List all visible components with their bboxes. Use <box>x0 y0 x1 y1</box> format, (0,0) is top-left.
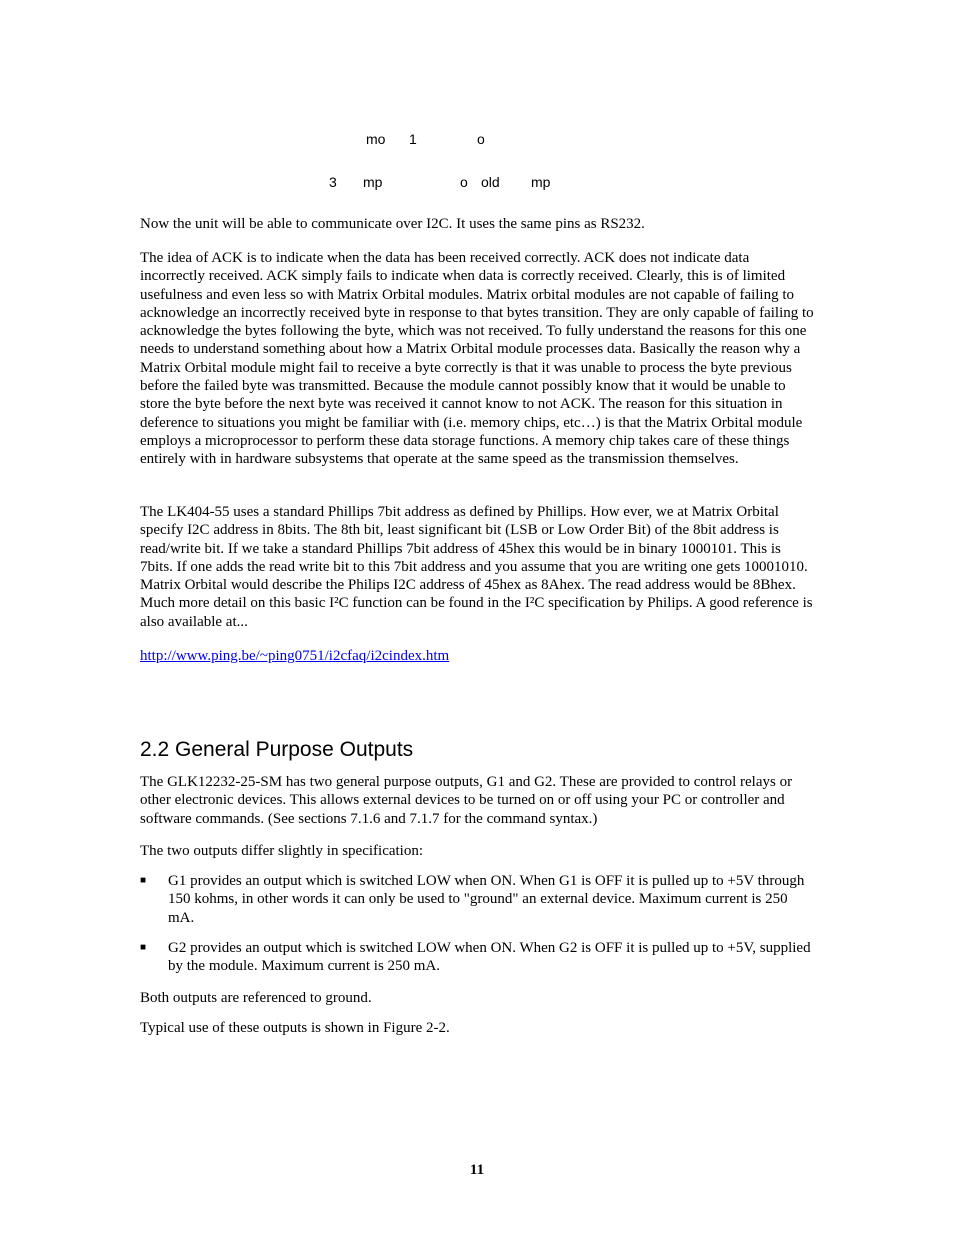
paragraph-ground: Both outputs are referenced to ground. <box>140 990 372 1006</box>
fragment-text: 1 <box>409 131 417 147</box>
fragment-text: 3 <box>329 174 337 190</box>
page-number: 11 <box>469 1162 485 1178</box>
paragraph-address: The LK404-55 uses a standard Phillips 7bit address as defined by Phillips. How ever, we at Matrix Orbital specify I2C address in 8bits. The 8th bit, least significant bit (LSB or Low Order Bit) of the 8bit address is read/write bit. If we take a standard Phillips 7bit address of 45hex this would be in binary 1000101. This is 7bits. If one adds the read write bit to this 7bit address and you assume that you are writing one gets 10001010. Matrix Orbital would describe the Philips I2C address of 45hex as 8Ahex. The read address would be 8Bhex. Much more detail on this basic I²C function can be found in the I²C specification by Philips. A good reference is also available at... <box>140 504 813 630</box>
fragment-text: o <box>477 131 485 147</box>
bullet-text-g2: G2 provides an output which is switched LOW when ON. When G2 is OFF it is pulled up to +5V, supplied by the module. Maximum current is 250 mA. <box>168 940 811 975</box>
i2c-faq-link[interactable]: http://www.ping.be/~ping0751/i2cfaq/i2cindex.htm <box>140 648 450 664</box>
paragraph-differ: The two outputs differ slightly in specification: <box>140 843 424 859</box>
paragraph-ack: The idea of ACK is to indicate when the data has been received correctly. ACK does not indicate data incorrectly received. ACK simply fails to indicate when data is correctly received. Clearly, this is of limited usefulness and even less so with Matrix Orbital modules. Matrix orbital modules are not capable of failing to acknowledge an incorrectly received byte in response to that bytes transition. They are only capable of failing to acknowledge the bytes following the byte, which was not received. To fully understand the reasons for this one needs to understand something about how a Matrix Orbital module processes data. Basically the reason why a Matrix Orbital module might fail to receive a byte correctly is that it was unable to process the byte previous before the failed byte was transmitted. Because the module cannot possibly know that it would be unable to store the byte before the next byte was received it cannot know to not ACK. The reason for this situation in deference to situations you might be familiar with (i.e. memory chips, etc…) is that the Matrix Orbital module employs a microprocessor to perform these data storage functions. A memory chip takes care of these things entirely with in hardware subsystems that operate at the same speed as the transmission themselves. <box>140 250 814 468</box>
section-heading: 2.2 General Purpose Outputs <box>140 738 414 761</box>
fragment-text: o <box>460 174 468 190</box>
fragment-text: mp <box>363 174 383 190</box>
bullet-text-g1: G1 provides an output which is switched LOW when ON. When G1 is OFF it is pulled up to +5V through 150 kohms, in other words it can only be used to "ground" an external device. Maximum current is 250 mA. <box>168 873 805 926</box>
bullet-icon: ■ <box>140 942 147 953</box>
fragment-text: mo <box>366 131 386 147</box>
bullet-icon: ■ <box>140 875 147 886</box>
fragment-text: mp <box>531 174 551 190</box>
link-paragraph <box>140 647 816 665</box>
paragraph-i2c-intro: Now the unit will be able to communicate over I2C. It uses the same pins as RS232. <box>140 216 645 232</box>
paragraph-typical-use: Typical use of these outputs is shown in Figure 2-2. <box>140 1020 450 1036</box>
fragment-text: old <box>481 174 500 190</box>
paragraph-gpo-intro: The GLK12232-25-SM has two general purpose outputs, G1 and G2. These are provided to control relays or other electronic devices. This allows external devices to be turned on or off using your PC or controller and software commands. (See sections 7.1.6 and 7.1.7 for the command syntax.) <box>140 774 793 827</box>
